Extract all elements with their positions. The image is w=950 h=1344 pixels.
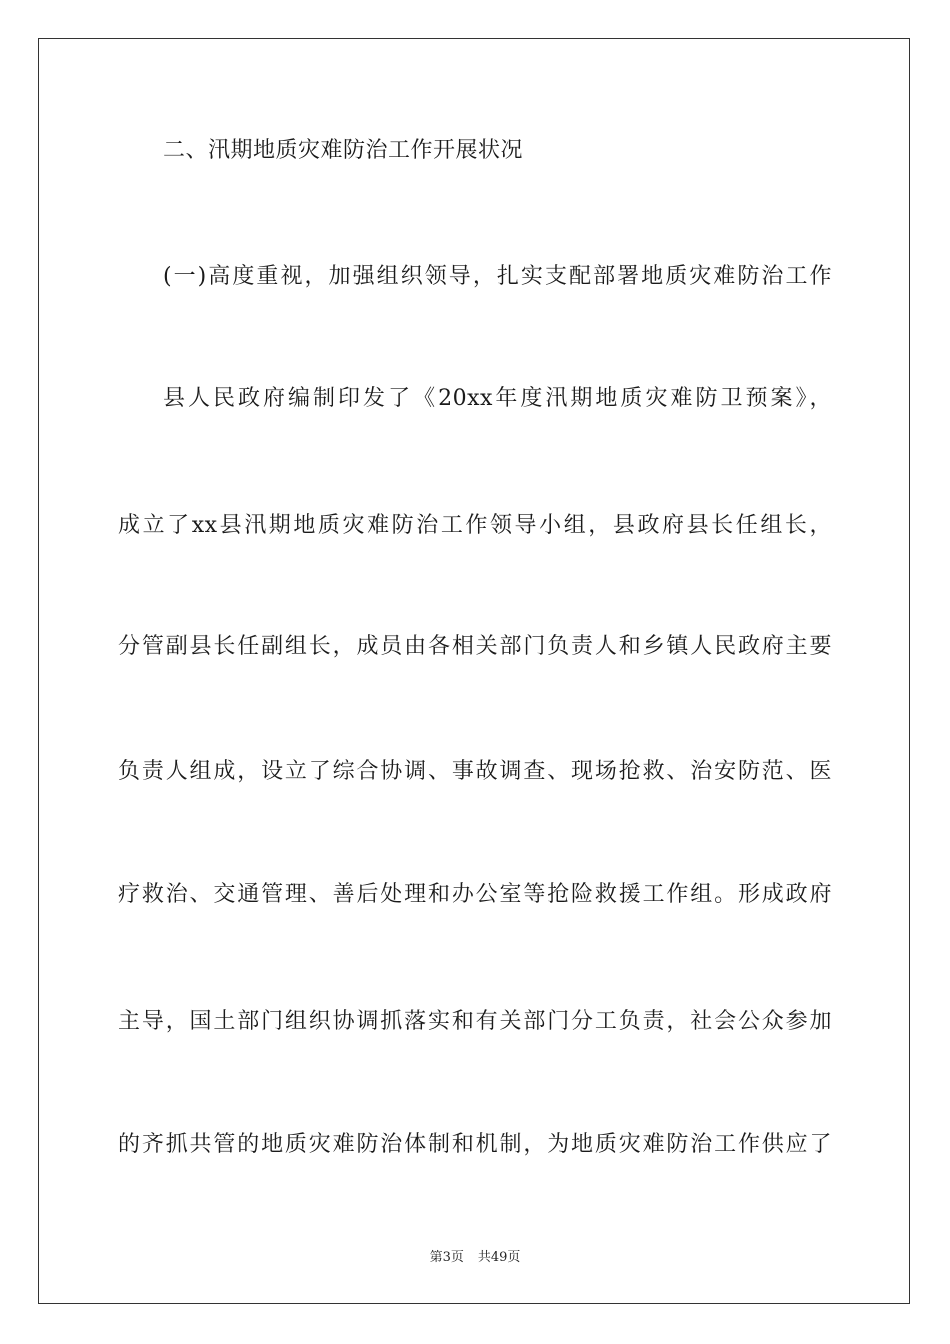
subsection-heading: (一)高度重视，加强组织领导，扎实支配部署地质灾难防治工作: [163, 264, 832, 289]
paragraph-line-1: 县人民政府编制印发了《20xx年度汛期地质灾难防卫预案》，: [163, 386, 832, 411]
paragraph-line-4: 负责人组成，设立了综合协调、事故调查、现场抢救、治安防范、医: [118, 759, 832, 784]
page-border: [38, 38, 910, 1304]
paragraph-line-3: 分管副县长任副组长，成员由各相关部门负责人和乡镇人民政府主要: [118, 634, 832, 659]
section-heading: 二、汛期地质灾难防治工作开展状况: [163, 138, 524, 163]
paragraph-line-7: 的齐抓共管的地质灾难防治体制和机制，为地质灾难防治工作供应了: [118, 1132, 832, 1157]
page-footer: [0, 1246, 950, 1265]
page-number: 第3页: [429, 1250, 464, 1265]
total-pages: 共49页: [477, 1250, 521, 1265]
paragraph-line-5: 疗救治、交通管理、善后处理和办公室等抢险救援工作组。形成政府: [118, 882, 832, 907]
paragraph-line-2: 成立了xx县汛期地质灾难防治工作领导小组，县政府县长任组长，: [118, 513, 832, 538]
paragraph-line-6: 主导，国土部门组织协调抓落实和有关部门分工负责，社会公众参加: [118, 1009, 832, 1034]
